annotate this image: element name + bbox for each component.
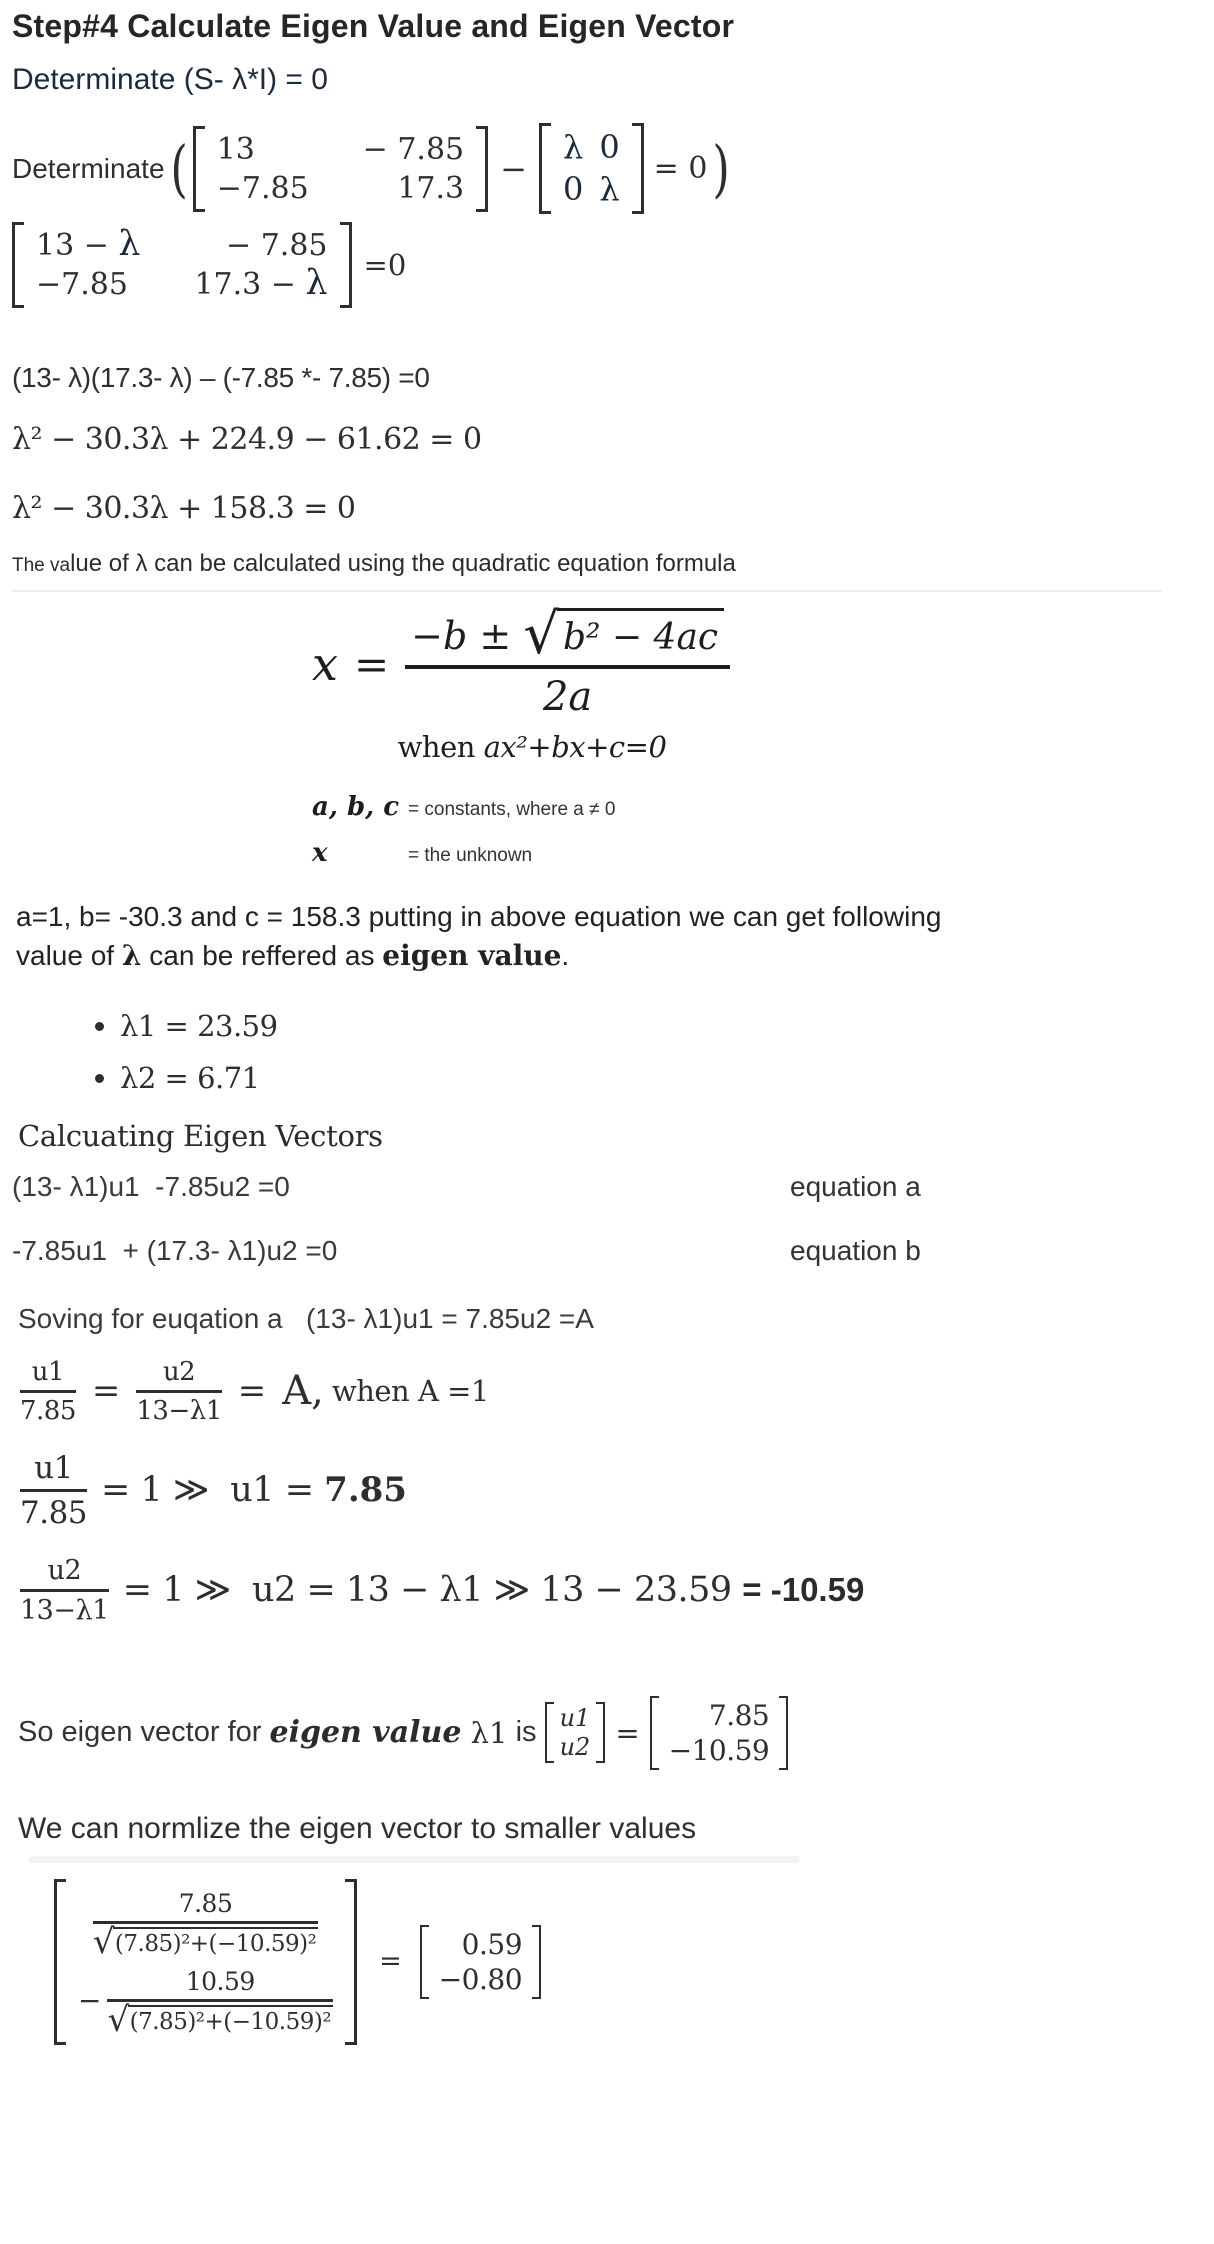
equation-a-label: equation a (790, 1170, 921, 1202)
open-paren: ( (169, 131, 188, 205)
abc-symbols: a, b, c (312, 792, 400, 823)
square-root (523, 602, 724, 668)
close-paren: ) (712, 131, 731, 205)
radicand: b² − 4ac (557, 608, 724, 658)
fraction-u1: $\frac{u1}{7.85}$ (20, 1449, 88, 1531)
matrix-cell: 17.3 − λ (194, 263, 328, 304)
page-title: Step#4 Calculate Eigen Value and Eigen Vector (12, 8, 735, 44)
equals-zero: = 0 (653, 151, 708, 187)
matrix-cell: 13 − λ (36, 224, 141, 265)
determinant-expression (12, 123, 1200, 214)
eigen-value-emphasis: eigen value (269, 1715, 462, 1751)
u1-result: 7.85 (324, 1470, 407, 1511)
eigenvalue-list (12, 1001, 1200, 1104)
equation-b-row (12, 1235, 1200, 1273)
normalized-fraction-2-group (78, 1966, 333, 2040)
eigenvector-values-matrix (650, 1696, 789, 1770)
determinate-statement: Determinate (S- λ*I) = 0 (12, 63, 328, 96)
u2-result: = -10.59 (742, 1571, 865, 1609)
equals-sign: = (91, 1371, 121, 1412)
section-divider (12, 590, 1162, 592)
matrix-cell: 0 (599, 128, 620, 166)
right-bracket (340, 222, 352, 308)
x-variable: x (312, 637, 338, 692)
radical-sign: √ (523, 602, 560, 668)
x-definition: = the unknown (408, 845, 533, 867)
right-bracket (779, 1696, 788, 1770)
eigenvector-heading: Calcuating Eigen Vectors (18, 1118, 383, 1153)
right-bracket (632, 123, 644, 214)
radicand: (7.85)²+(−10.59)² (113, 1927, 318, 1957)
u1-solution-row (20, 1450, 1200, 1531)
lambda-symbol: λ (305, 263, 328, 304)
constant-A: A, (282, 1368, 324, 1415)
characteristic-matrix-row (12, 222, 1200, 308)
left-bracket (193, 126, 205, 212)
eigenvector-statement: So eigen vector for eigen value λ1 is u1 u2 = 7.85 −10.59 (18, 1696, 1200, 1770)
when-A-equals-1: when A =1 (331, 1374, 489, 1409)
equation-b-expression: -7.85u1 + (17.3- λ1)u2 =0 (12, 1234, 338, 1266)
minus-b-plus-minus: −b ± (411, 614, 524, 659)
denominator-2a: 2a (542, 674, 593, 721)
ratio-equation (20, 1357, 1200, 1426)
expanded-determinant: (13- λ)(17.3- λ) – (-7.85 *- 7.85) =0 (12, 362, 430, 394)
when-condition: when ax²+bx+c=0 (397, 730, 667, 765)
matrix-cell: λ (599, 169, 620, 208)
eigen-value-bold: eigen value (382, 938, 562, 972)
lambda-1: λ1 (461, 1715, 508, 1750)
substitution-paragraph: a=1, b= -30.3 and c = 158.3 putting in above equation we can get following value of λ can be reffered as eigen value. (16, 901, 942, 972)
normalized-vector-row (54, 1879, 1200, 2045)
matrix-cell: u1 (559, 1703, 591, 1732)
matrix-cell: 0.59 (461, 1927, 523, 1961)
left-bracket (420, 1925, 429, 1999)
normalized-fraction-2: 10.59 √ (7.85)²+(−10.59)² (107, 1966, 332, 2040)
right-bracket (532, 1925, 541, 1999)
quadratic-formula-figure (312, 602, 752, 869)
matrix-cell: 0 (562, 169, 584, 208)
right-bracket (476, 126, 488, 212)
covariance-matrix (193, 126, 488, 212)
left-bracket (12, 222, 24, 308)
u2-solution-row (20, 1555, 1200, 1626)
equals-sign: = (353, 639, 390, 689)
x-symbol: x (312, 838, 328, 869)
formula-fraction (405, 602, 730, 721)
u-vector-matrix (545, 1702, 606, 1764)
quadratic-note: The value of λ can be calculated using the quadratic equation formula (12, 550, 736, 578)
matrix-cell: 17.3 (397, 170, 465, 206)
minus-sign: − (78, 1984, 102, 2018)
determinate-prefix: Determinate (12, 152, 165, 184)
lambda-identity-matrix (539, 123, 644, 214)
matrix-cell: 7.85 (708, 1698, 770, 1732)
quadratic-formula (312, 602, 752, 721)
left-bracket (545, 1702, 554, 1764)
matrix-cell: −7.85 (36, 267, 128, 303)
left-bracket (539, 123, 551, 214)
quadratic-full: λ² − 30.3λ + 224.9 − 61.62 = 0 (12, 422, 482, 458)
matrix-cell: u2 (559, 1732, 591, 1761)
matrix-cell: −10.59 (668, 1733, 770, 1767)
equals-sign: = (379, 1946, 402, 1978)
radical-sign: √ (92, 1921, 114, 1962)
equals-zero: =0 (363, 248, 407, 283)
solving-statement: Soving for euqation a (13- λ1)u1 = 7.85u2 =A (18, 1302, 594, 1334)
equation-b-label: equation b (790, 1234, 921, 1266)
normalized-result-matrix (420, 1925, 541, 1999)
section-divider (28, 1856, 800, 1863)
normalize-statement: We can normlize the eigen vector to smaller values (18, 1811, 697, 1845)
characteristic-matrix (12, 222, 352, 308)
minus-sign: − (500, 149, 527, 188)
fraction-u1: $\frac{u1}{7.85}$ (20, 1356, 76, 1426)
formula-legend (312, 792, 752, 868)
left-bracket (54, 1879, 66, 2045)
left-bracket (650, 1696, 659, 1770)
right-bracket (596, 1702, 605, 1764)
quadratic-reduced: λ² − 30.3λ + 158.3 = 0 (12, 491, 356, 527)
equals-sign: = (615, 1715, 640, 1750)
radical-sign: √ (107, 1999, 129, 2040)
u1-derivation: = 1 ≫ u1 = (101, 1470, 325, 1511)
matrix-cell: λ (562, 128, 584, 166)
equals-sign: = (237, 1371, 267, 1412)
radicand: (7.85)²+(−10.59)² (128, 2005, 333, 2035)
list-item: • λ2 = 6.71 (120, 1053, 1200, 1105)
matrix-cell: −0.80 (438, 1962, 523, 1996)
fraction-u2: $\frac{u2}{13-\lambda 1}$ (136, 1356, 222, 1426)
right-bracket (345, 1879, 357, 2045)
equation-a-expression: (13- λ1)u1 -7.85u2 =0 (12, 1170, 290, 1202)
matrix-cell: 13 (216, 131, 255, 167)
list-item: • λ1 = 23.59 (120, 1001, 1200, 1053)
normalized-fraction-1: 7.85 √ (7.85)²+(−10.59)² (92, 1888, 317, 1962)
matrix-cell: −7.85 (216, 170, 309, 206)
lambda-symbol: λ (118, 224, 141, 265)
matrix-cell: − 7.85 (226, 228, 328, 264)
u2-derivation: = 1 ≫ u2 = 13 − λ1 ≫ 13 − 23.59 (122, 1570, 743, 1611)
fraction-u2: $\frac{u2}{13-\lambda 1}$ (20, 1554, 109, 1626)
matrix-cell: − 7.85 (362, 131, 465, 167)
abc-definition: = constants, where a ≠ 0 (408, 799, 616, 821)
lambda-bold: λ (121, 938, 142, 972)
equation-a-row (12, 1171, 1200, 1209)
normalized-matrix (54, 1879, 357, 2045)
